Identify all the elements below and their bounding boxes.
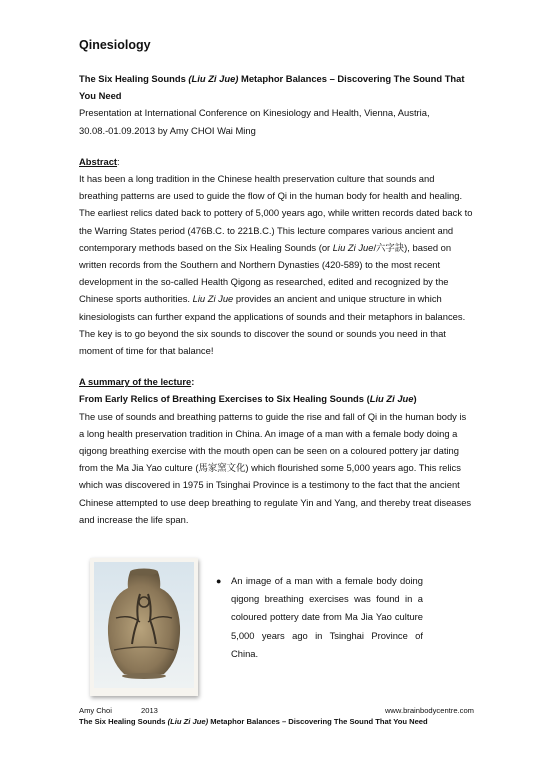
abstract-italic-1: Liu Zi Jue [332,241,374,253]
abstract-text-3: provides an ancient and unique structure in which kinesiologists can further expand the applications of sounds and their metaphors in balances. The key is to go beyond the six sounds to discover the sound or sounds you need in that moment of time for that balance! [79,293,466,357]
summary-subheading [79,390,474,407]
abstract-text-2: /六字訣), based on written records from the Southern and Northern Dynasties (420-589) to the most recent development in the so-called Health Qigong as researched, edited and recognized by the Chinese sports authorities. [79,241,452,305]
presentation-info: Presentation at International Conference on Kinesiology and Health, Vienna, Austria, 30.08.-01.09.2013 by Amy CHOI Wai Ming [79,107,430,136]
pottery-jar-illustration [90,558,198,696]
footer-website: www.brainbodycentre.com [384,706,474,715]
title-prefix: The Six Healing Sounds [79,73,189,84]
subheading-italic: Liu Zi Jue [369,393,414,405]
title-suffix: Metaphor Balances – Discovering The Sound That You Need [79,73,465,102]
page-footer [79,706,474,726]
pottery-jar-image [90,558,198,696]
footer-author: Amy Choi [79,706,112,715]
main-content [79,38,474,528]
footer-title-prefix: The Six Healing Sounds [79,717,168,726]
abstract-label: Abstract [79,155,118,167]
figure-caption: An image of a man with a female body doing qigong breathing exercises was found in a coloured pottery date from Ma Jia Yao culture 5,000 years ago in Tsinghai Province of China. [231,575,423,659]
summary-heading [79,373,474,390]
abstract-body [79,170,474,359]
footer-year: 2013 [141,706,158,715]
page-heading: Qinesiology [79,38,151,52]
abstract-italic-2: Liu Zi Jue [192,293,234,305]
footer-title-suffix: Metaphor Balances – Discovering The Sound That You Need [208,717,428,726]
abstract-colon: : [117,155,120,167]
document-title [79,70,474,104]
subheading-suffix: ) [413,393,417,405]
bullet-icon: ● [216,576,222,586]
abstract-text-1: It has been a long tradition in the Chinese health preservation culture that sounds and breathing patterns are used to guide the flow of Qi in the human body for health and healing. The earliest relics dated back to pottery of 5,000 years ago, while written records dated back to the Warring States period (476B.C. to 221B.C.) This lecture compares various ancient and contemporary methods based on the Six Healing Sounds (or [79,173,473,253]
figure-section [79,558,474,698]
footer-title [79,717,474,726]
title-italic: (Liu Zi Jue) [188,73,239,84]
abstract-heading [79,153,474,170]
summary-colon: : [191,376,195,388]
footer-title-italic: (Liu Zi Jue) [167,717,209,726]
summary-label: A summary of the lecture [79,376,192,388]
summary-body: The use of sounds and breathing patterns to guide the rise and fall of Qi in the human body is a long health preservation tradition in China. An image of a man with a female body doing a qigong breathing exercise with the mouth open can be seen on a coloured pottery jar dating from the Ma Jia Yao culture (馬家窯文化) which flourished some 5,000 years ago. This relics which was discovered in 1975 in Tsinghai Province is a testimony to the fact that the ancient Chinese attempted to use deep breathing to regulate Yin and Yang, and thereby treat diseases and increase the life span. [79,410,472,525]
subheading-prefix: From Early Relics of Breathing Exercises to Six Healing Sounds ( [79,393,370,405]
